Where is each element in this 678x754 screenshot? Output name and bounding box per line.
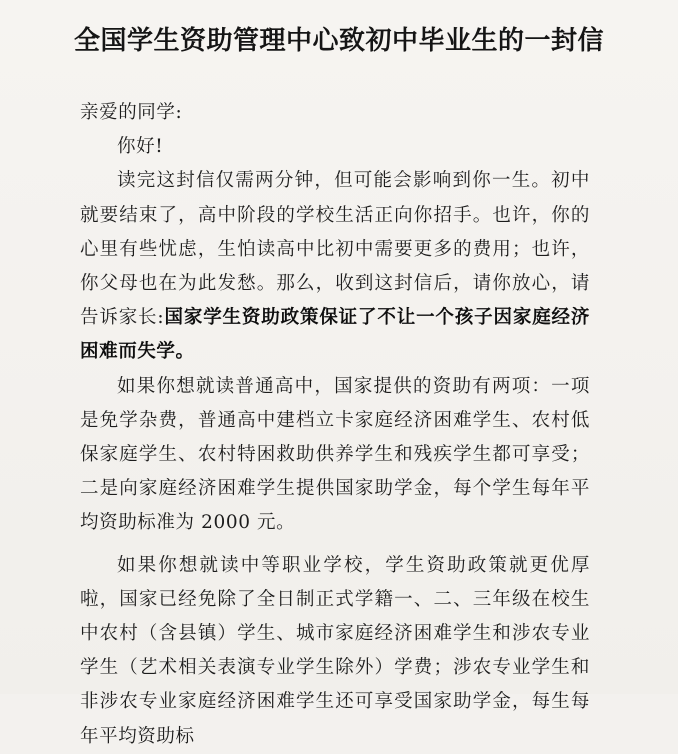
greeting: 你好!: [117, 136, 164, 158]
letter-body: [80, 96, 590, 754]
paragraph-1-emphasis: 国家学生资助政策保证了不让一个孩子因家庭经济困难而失学。: [80, 307, 591, 363]
paragraph-2: 如果你想就读普通高中，国家提供的资助有两项：一项是免学杂费，普通高中建档立卡家庭经济困难学生、农村低保家庭学生、农村特困救助供养学生和残疾学生都可享受；二是向家庭经济困难学生提供国家助学金，每个学生每年平均资助标准为 2000 元。: [80, 375, 590, 534]
paragraph-1: [80, 164, 590, 369]
letter-title: 全国学生资助管理中心致初中毕业生的一封信: [73, 26, 604, 56]
salutation: 亲爱的同学:: [80, 102, 183, 123]
paragraph-1-lead: 读完这封信仅需两分钟，但可能会影响到你一生。初中就要结束了，高中阶段的学校生活正向你招手。也许，你的心里有些忧虑，生怕读高中比初中需要更多的费用；也许，你父母也在为此发愁。那么，收到这封信后，请你放心，请告诉家长:: [80, 170, 590, 329]
paragraph-3: 如果你想就读中等职业学校，学生资助政策就更优厚啦，国家已经免除了全日制正式学籍一、二、三年级在校生中农村（含县镇）学生、城市家庭经济困难学生和涉农专业学生（艺术相关表演专业学生除外）学费；涉农专业学生和非涉农专业家庭经济困难学生还可享受国家助学金，每生每年平均资助标: [80, 554, 590, 747]
